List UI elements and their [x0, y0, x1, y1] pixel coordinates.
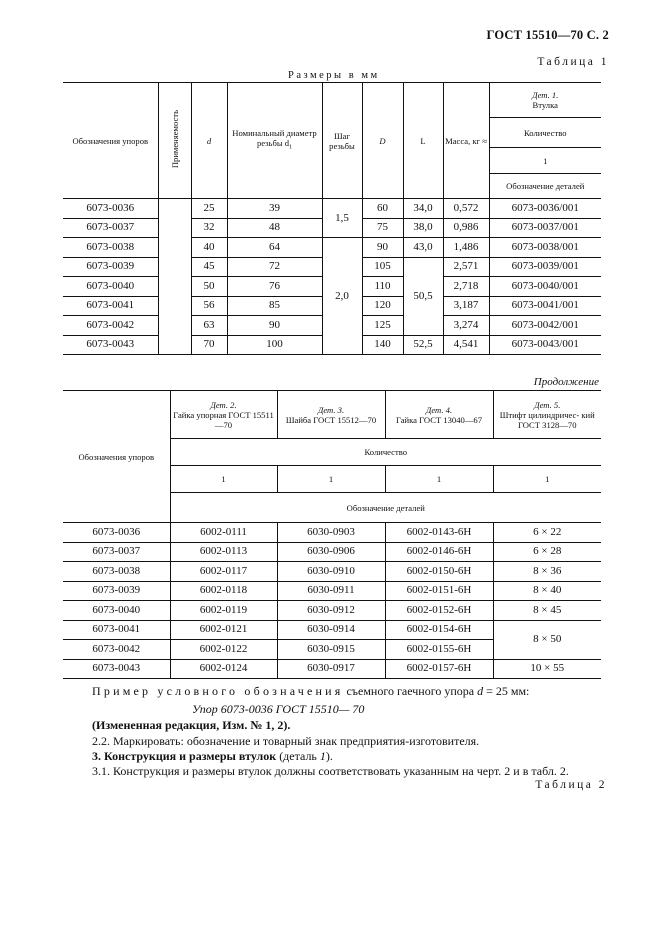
table-cell — [158, 257, 191, 277]
t2-quantity: Количество — [170, 439, 601, 466]
table-cell: 6002-0154-6Н — [385, 620, 493, 640]
table1-units: Размеры в мм — [288, 70, 380, 81]
text-span: Дет. 3. — [317, 404, 345, 415]
table-cell: 6073-0038 — [63, 562, 170, 582]
table-cell: 6073-0041 — [63, 296, 158, 316]
text-span: 1 — [289, 144, 293, 151]
table-cell: 6030-0915 — [277, 640, 385, 660]
table-cell — [158, 296, 191, 316]
table-cell: 110 — [362, 277, 403, 297]
t1-quantity: Количество — [489, 118, 601, 148]
table-cell: 40 — [191, 238, 227, 258]
table-cell: 45 — [191, 257, 227, 277]
table-cell: 6073-0042/001 — [489, 316, 601, 336]
table-cell — [158, 218, 191, 238]
t2-det3 — [277, 391, 385, 439]
t1-col-pitch: Шаг резьбы — [322, 83, 362, 199]
table-row — [63, 620, 601, 640]
table-cell: 1,5 — [322, 199, 362, 238]
table-row — [63, 523, 601, 543]
table-cell: 2,718 — [443, 277, 489, 297]
text-span: 1 — [319, 749, 326, 763]
table-cell: 85 — [227, 296, 322, 316]
table-cell: 2,0 — [322, 238, 362, 355]
text-span: d — [477, 684, 484, 698]
table-cell: 6073-0039/001 — [489, 257, 601, 277]
table-cell: 6002-0118 — [170, 581, 277, 601]
table-cell: 64 — [227, 238, 322, 258]
t1-col-nominal — [227, 83, 322, 199]
table-cell: 6073-0040 — [63, 277, 158, 297]
table-cell: 6073-0038 — [63, 238, 158, 258]
table-cell — [158, 316, 191, 336]
table-cell: 90 — [227, 316, 322, 336]
table-cell: 6073-0036 — [63, 523, 170, 543]
text-span: (деталь — [276, 749, 320, 763]
t1-col-D — [362, 83, 403, 199]
table-cell: 25 — [191, 199, 227, 219]
table-cell: 6073-0036 — [63, 199, 158, 219]
table-cell: 2,571 — [443, 257, 489, 277]
table-cell: 6073-0042 — [63, 640, 170, 660]
table-cell: 50,5 — [403, 257, 443, 335]
table-cell: 6002-0113 — [170, 542, 277, 562]
t1-col-d — [191, 83, 227, 199]
text-span: съемного гаечного упора — [343, 684, 478, 698]
example-line — [92, 684, 529, 699]
text-span: Втулка — [532, 100, 558, 110]
table-cell: 43,0 — [403, 238, 443, 258]
table-cell — [158, 199, 191, 219]
continuation-label: Продолжение — [533, 376, 599, 388]
text-span: Пример условного обозначения — [92, 684, 344, 698]
table-cell: 6030-0914 — [277, 620, 385, 640]
table-cell: 52,5 — [403, 335, 443, 355]
text-span: = 25 мм: — [483, 684, 530, 698]
table1-label: Таблица 1 — [537, 56, 609, 68]
t2-det4 — [385, 391, 493, 439]
table-cell: 6073-0040/001 — [489, 277, 601, 297]
t2-det5 — [493, 391, 601, 439]
table-cell: 6073-0041 — [63, 620, 170, 640]
t2-qty: 1 — [170, 466, 277, 493]
paragraph-2-2: 2.2. Маркировать: обозначение и товарный знак предприятия-изготовителя. — [92, 734, 480, 748]
table-cell: 6030-0903 — [277, 523, 385, 543]
t2-part-designation: Обозначение деталей — [170, 493, 601, 523]
table-cell: 6002-0143-6Н — [385, 523, 493, 543]
text-span: Применяемость — [169, 110, 180, 169]
paragraph-3-1: 3.1. Конструкция и размеры втулок должны соответствовать указанным на черт. 2 и в табл. 2. — [92, 764, 569, 778]
table-cell: 70 — [191, 335, 227, 355]
table-cell: 6030-0911 — [277, 581, 385, 601]
example-code: Упор 6073-0036 ГОСТ 15510— 70 — [192, 702, 365, 716]
table-cell — [158, 238, 191, 258]
table-cell: 6073-0043 — [63, 335, 158, 355]
table-cell: 120 — [362, 296, 403, 316]
table-cell: 6073-0036/001 — [489, 199, 601, 219]
text-span: Дет. 4. — [425, 404, 453, 415]
table-cell: 6073-0037 — [63, 542, 170, 562]
table-cell: 10 × 55 — [493, 659, 601, 679]
table-cell: 6030-0912 — [277, 601, 385, 621]
table-cell: 6073-0037/001 — [489, 218, 601, 238]
table-cell: 8 × 45 — [493, 601, 601, 621]
table-cell: 6030-0910 — [277, 562, 385, 582]
text-span: Дет. 5. — [534, 399, 561, 410]
table1 — [63, 82, 601, 355]
t1-col-applicability — [158, 83, 191, 199]
text-span: Дет. 1. — [532, 90, 559, 100]
t2-qty: 1 — [277, 466, 385, 493]
table-cell: 6030-0917 — [277, 659, 385, 679]
table-cell: 6002-0152-6Н — [385, 601, 493, 621]
table-cell: 0,986 — [443, 218, 489, 238]
table-cell: 34,0 — [403, 199, 443, 219]
table-cell: 6073-0041/001 — [489, 296, 601, 316]
t1-part-designation: Обозначение деталей — [489, 174, 601, 199]
table-cell: 6073-0039 — [63, 581, 170, 601]
table-cell: 6002-0111 — [170, 523, 277, 543]
text-span: Номинальный диаметр резьбы d — [232, 128, 317, 149]
text-span: ). — [325, 749, 333, 763]
table-cell: 6002-0146-6Н — [385, 542, 493, 562]
table-cell: 6002-0122 — [170, 640, 277, 660]
text-span: d — [206, 135, 212, 146]
table-cell: 63 — [191, 316, 227, 336]
table-cell: 4,541 — [443, 335, 489, 355]
table-cell: 6002-0155-6Н — [385, 640, 493, 660]
text-span: Гайка ГОСТ 13040—67 — [395, 414, 483, 425]
table-row — [63, 238, 601, 258]
table-cell — [158, 277, 191, 297]
t2-qty: 1 — [385, 466, 493, 493]
t1-col-L: L — [403, 83, 443, 199]
table-cell: 48 — [227, 218, 322, 238]
table2 — [63, 390, 601, 679]
text-span: Штифт цилиндричес- кий ГОСТ 3128—70 — [499, 409, 595, 430]
table-cell: 6073-0039 — [63, 257, 158, 277]
table-cell: 6073-0038/001 — [489, 238, 601, 258]
text-span: D — [379, 135, 386, 146]
t2-col-designation: Обозначения упоров — [63, 391, 170, 523]
table-cell: 105 — [362, 257, 403, 277]
table-cell: 6002-0157-6Н — [385, 659, 493, 679]
table-cell: 6 × 28 — [493, 542, 601, 562]
table-cell: 3,187 — [443, 296, 489, 316]
text-span: Гайка упорная ГОСТ 15511—70 — [173, 409, 274, 430]
table-cell: 50 — [191, 277, 227, 297]
table-cell: 6073-0042 — [63, 316, 158, 336]
table-row — [63, 199, 601, 219]
page-header: ГОСТ 15510—70 С. 2 — [486, 28, 609, 42]
table-row — [63, 601, 601, 621]
table-row — [63, 542, 601, 562]
table-cell: 6002-0121 — [170, 620, 277, 640]
table-cell: 6073-0040 — [63, 601, 170, 621]
table-cell: 8 × 36 — [493, 562, 601, 582]
table-cell: 72 — [227, 257, 322, 277]
table-cell: 6 × 22 — [493, 523, 601, 543]
text-span: Дет. 2. — [210, 399, 237, 410]
table-cell: 6002-0119 — [170, 601, 277, 621]
table-cell: 140 — [362, 335, 403, 355]
table-cell: 8 × 40 — [493, 581, 601, 601]
table-cell: 56 — [191, 296, 227, 316]
table-cell: 1,486 — [443, 238, 489, 258]
revised-note: (Измененная редакция, Изм. № 1, 2). — [92, 718, 291, 732]
table-cell: 100 — [227, 335, 322, 355]
table-cell: 0,572 — [443, 199, 489, 219]
text-span: Шайба ГОСТ 15512—70 — [285, 414, 377, 425]
table-cell: 76 — [227, 277, 322, 297]
table-cell — [158, 335, 191, 355]
table-row — [63, 659, 601, 679]
section-3-heading — [92, 749, 333, 764]
t1-qty-value: 1 — [489, 148, 601, 174]
table-cell: 6073-0043/001 — [489, 335, 601, 355]
table-cell: 3,274 — [443, 316, 489, 336]
t2-det2 — [170, 391, 277, 439]
t1-col-designation: Обозначения упоров — [63, 83, 158, 199]
table-row — [63, 562, 601, 582]
table-cell: 6073-0037 — [63, 218, 158, 238]
table-cell: 6002-0124 — [170, 659, 277, 679]
table-cell: 75 — [362, 218, 403, 238]
table-cell: 60 — [362, 199, 403, 219]
text-span: 3. Конструкция и размеры втулок — [92, 749, 277, 763]
table-cell: 39 — [227, 199, 322, 219]
table-row — [63, 581, 601, 601]
table-cell: 8 × 50 — [493, 620, 601, 659]
table-cell: 6030-0906 — [277, 542, 385, 562]
t1-det1 — [489, 83, 601, 118]
table-cell: 125 — [362, 316, 403, 336]
table-cell: 6002-0151-6Н — [385, 581, 493, 601]
table2-label: Таблица 2 — [535, 779, 607, 791]
table-cell: 32 — [191, 218, 227, 238]
t2-qty: 1 — [493, 466, 601, 493]
table-cell: 6073-0043 — [63, 659, 170, 679]
table-cell: 90 — [362, 238, 403, 258]
table-cell: 38,0 — [403, 218, 443, 238]
table-cell: 6002-0117 — [170, 562, 277, 582]
table-cell: 6002-0150-6Н — [385, 562, 493, 582]
t1-col-mass: Масса, кг ≈ — [443, 83, 489, 199]
